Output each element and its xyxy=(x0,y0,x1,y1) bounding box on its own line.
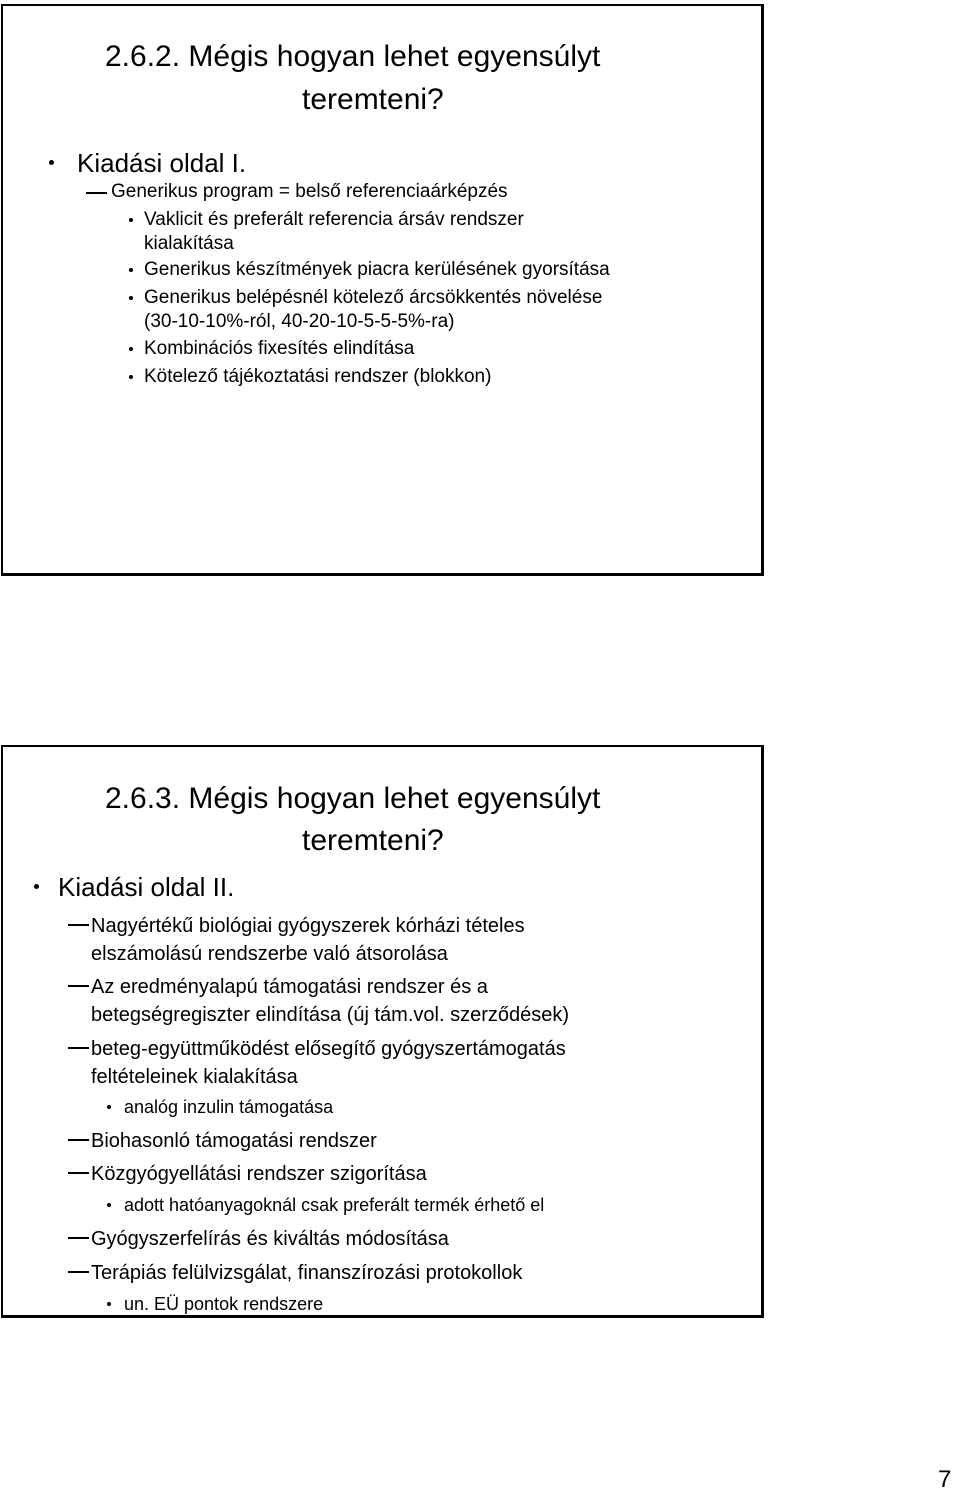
dash-icon xyxy=(68,1237,89,1239)
list-item-continuation: (30-10-10%-ról, 40-20-10-5-5-5%-ra) xyxy=(144,311,455,332)
list-item-continuation: feltételeinek kialakítása xyxy=(91,1066,298,1088)
bullet-dot-icon xyxy=(129,296,133,300)
slide-title-line1: 2.6.3. Mégis hogyan lehet egyensúlyt xyxy=(105,782,601,815)
page-number: 7 xyxy=(938,1466,952,1493)
dash-icon xyxy=(68,985,89,987)
list-item: Terápiás felülvizsgálat, finanszírozási protokollok xyxy=(91,1262,523,1284)
dash-icon xyxy=(68,1139,89,1141)
list-item: beteg-együttműködést elősegítő gyógyszertámogatás xyxy=(91,1038,566,1060)
dash-icon xyxy=(68,1271,89,1273)
list-item-continuation: betegségregiszter elindítása (új tám.vol. szerződések) xyxy=(91,1004,570,1026)
list-item: Kombinációs fixesítés elindítása xyxy=(144,338,415,359)
list-item: Közgyógyellátási rendszer szigorítása xyxy=(91,1163,427,1185)
bullet-dot-icon xyxy=(107,1105,111,1109)
dash-icon xyxy=(68,1047,89,1049)
list-item-level3: un. EÜ pontok rendszere xyxy=(124,1294,324,1314)
list-item-level3: adott hatóanyagoknál csak preferált termék érhető el xyxy=(124,1195,545,1215)
bullet-dot-icon xyxy=(129,347,133,351)
bullet-level1: Kiadási oldal I. xyxy=(77,148,247,178)
slide-title-line2: teremteni? xyxy=(302,824,444,857)
list-item: Vaklicit és preferált referencia ársáv rendszer xyxy=(144,209,524,230)
slide-2-6-2 xyxy=(1,4,764,576)
bullet-dot-icon xyxy=(49,160,54,165)
dash-icon xyxy=(68,924,89,926)
list-item-level3: analóg inzulin támogatása xyxy=(124,1097,334,1117)
list-item: Kötelező tájékoztatási rendszer (blokkon) xyxy=(144,366,492,387)
slide-2-6-3 xyxy=(1,745,764,1318)
list-item-continuation: elszámolású rendszerbe való átsorolása xyxy=(91,943,448,965)
bullet-level1: Kiadási oldal II. xyxy=(58,872,235,902)
slide-title-line2: teremteni? xyxy=(302,83,444,116)
list-item: Nagyértékű biológiai gyógyszerek kórházi tételes xyxy=(91,915,525,937)
bullet-dot-icon xyxy=(129,268,133,272)
list-item: Generikus készítmények piacra kerülésének gyorsítása xyxy=(144,259,610,280)
bullet-dot-icon xyxy=(129,218,133,222)
slide-title-line1: 2.6.2. Mégis hogyan lehet egyensúlyt xyxy=(105,40,601,73)
bullet-dot-icon xyxy=(107,1302,111,1306)
bullet-dot-icon xyxy=(34,884,39,889)
list-item: Generikus belépésnél kötelező árcsökkentés növelése xyxy=(144,287,603,308)
bullet-level2: Generikus program = belső referenciaárképzés xyxy=(111,181,508,202)
list-item: Biohasonló támogatási rendszer xyxy=(91,1130,377,1152)
list-item: Gyógyszerfelírás és kiváltás módosítása xyxy=(91,1228,449,1250)
list-item: Az eredményalapú támogatási rendszer és a xyxy=(91,976,488,998)
list-item-continuation: kialakítása xyxy=(144,233,234,254)
dash-icon xyxy=(86,192,107,194)
bullet-dot-icon xyxy=(107,1203,111,1207)
dash-icon xyxy=(68,1172,89,1174)
bullet-dot-icon xyxy=(129,375,133,379)
